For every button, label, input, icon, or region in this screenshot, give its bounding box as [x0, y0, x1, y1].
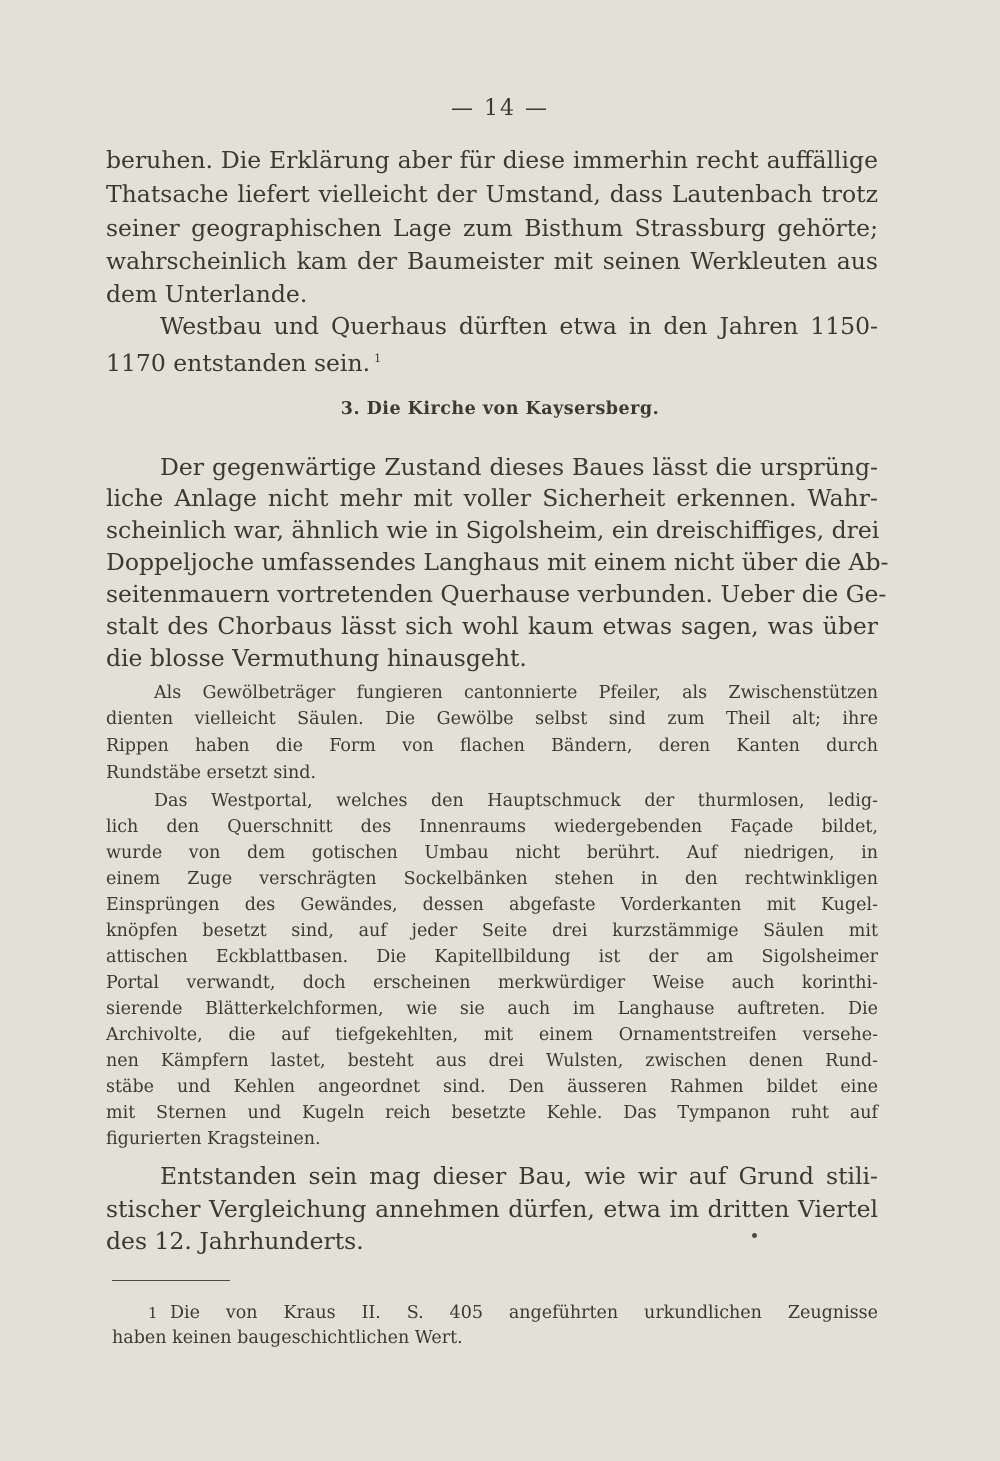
footnote-marker: 1 — [148, 1304, 158, 1322]
paragraph-line-text: 1170 entstanden sein. — [106, 349, 371, 377]
footnote-line: haben keinen baugeschichtlichen Wert. — [112, 1328, 463, 1348]
paragraph-line: lich den Querschnitt des Innenraums wiedergebenden Façade bildet, — [106, 817, 878, 837]
paragraph-line: seiner geographischen Lage zum Bisthum Strassburg gehörte; — [106, 214, 878, 242]
paragraph-line: Als Gewölbeträger fungieren cantonnierte Pfeiler, als Zwischenstützen — [154, 683, 878, 703]
footnote-rule — [112, 1280, 230, 1281]
section-heading: 3. Die Kirche von Kaysersberg. — [340, 399, 660, 419]
paragraph-line: Rundstäbe ersetzt sind. — [106, 763, 317, 783]
paragraph-line: Entstanden sein mag dieser Bau, wie wir auf Grund stili- — [160, 1162, 878, 1190]
paragraph-line: wurde von dem gotischen Umbau nicht berührt. Auf niedrigen, in — [106, 843, 878, 863]
paragraph-line: Rippen haben die Form von flachen Bändern, deren Kanten durch — [106, 736, 878, 756]
paragraph-line: sierende Blätterkelchformen, wie sie auch im Langhause auftreten. Die — [106, 999, 878, 1019]
paragraph-line: Thatsache liefert vielleicht der Umstand, dass Lautenbach trotz — [106, 180, 878, 208]
paragraph-line: beruhen. Die Erklärung aber für diese immerhin recht auffällige — [106, 146, 878, 174]
paragraph-line: Westbau und Querhaus dürften etwa in den Jahren 1150- — [160, 312, 878, 340]
paragraph-line: Doppeljoche umfassendes Langhaus mit einem nicht über die Ab- — [106, 548, 889, 576]
ink-speck — [752, 1233, 757, 1238]
paragraph-line: des 12. Jahrhunderts. — [106, 1227, 364, 1255]
paragraph-line: scheinlich war, ähnlich wie in Sigolsheim, ein dreischiffiges, drei — [106, 516, 880, 544]
paragraph-line: die blosse Vermuthung hinausgeht. — [106, 644, 527, 672]
paragraph-line: figurierten Kragsteinen. — [106, 1129, 321, 1149]
paragraph-line: Archivolte, die auf tiefgekehlten, mit einem Ornamentstreifen versehe- — [106, 1025, 878, 1045]
paragraph-line: liche Anlage nicht mehr mit voller Sicherheit erkennen. Wahr- — [106, 484, 878, 512]
paragraph-line: seitenmauern vortretenden Querhause verbunden. Ueber die Ge- — [106, 580, 887, 608]
paragraph-line: wahrscheinlich kam der Baumeister mit seinen Werkleuten aus — [106, 247, 878, 275]
paragraph-line: stischer Vergleichung annehmen dürfen, etwa im dritten Viertel — [106, 1195, 878, 1223]
footnote-text: Die von Kraus II. S. 405 angeführten urkundlichen Zeugnisse — [170, 1303, 878, 1323]
paragraph-line: Portal verwandt, doch erscheinen merkwürdiger Weise auch korinthi- — [106, 973, 878, 993]
paragraph-line: mit Sternen und Kugeln reich besetzte Kehle. Das Tympanon ruht auf — [106, 1103, 878, 1123]
page-number: — 14 — — [451, 96, 549, 121]
paragraph-line: dem Unterlande. — [106, 280, 308, 308]
paragraph-line: stäbe und Kehlen angeordnet sind. Den äusseren Rahmen bildet eine — [106, 1077, 878, 1097]
footnote-reference: 1 — [374, 352, 382, 365]
paragraph-line: knöpfen besetzt sind, auf jeder Seite drei kurzstämmige Säulen mit — [106, 921, 878, 941]
paragraph-line: Das Westportal, welches den Hauptschmuck der thurmlosen, ledig- — [154, 791, 878, 811]
paragraph-line: dienten vielleicht Säulen. Die Gewölbe selbst sind zum Theil alt; ihre — [106, 709, 878, 729]
paragraph-line: stalt des Chorbaus lässt sich wohl kaum etwas sagen, was über — [106, 612, 878, 640]
paragraph-line: attischen Eckblattbasen. Die Kapitellbildung ist der am Sigolsheimer — [106, 947, 878, 967]
footnote-line — [148, 1300, 878, 1326]
paragraph-line: einem Zuge verschrägten Sockelbänken stehen in den rechtwinkligen — [106, 869, 878, 889]
paragraph-line: nen Kämpfern lastet, besteht aus drei Wulsten, zwischen denen Rund- — [106, 1051, 878, 1071]
paragraph-line: Einsprüngen des Gewändes, dessen abgefaste Vorderkanten mit Kugel- — [106, 895, 878, 915]
paragraph-line: Der gegenwärtige Zustand dieses Baues lässt die ursprüng- — [160, 453, 878, 481]
paragraph-line — [106, 343, 878, 375]
